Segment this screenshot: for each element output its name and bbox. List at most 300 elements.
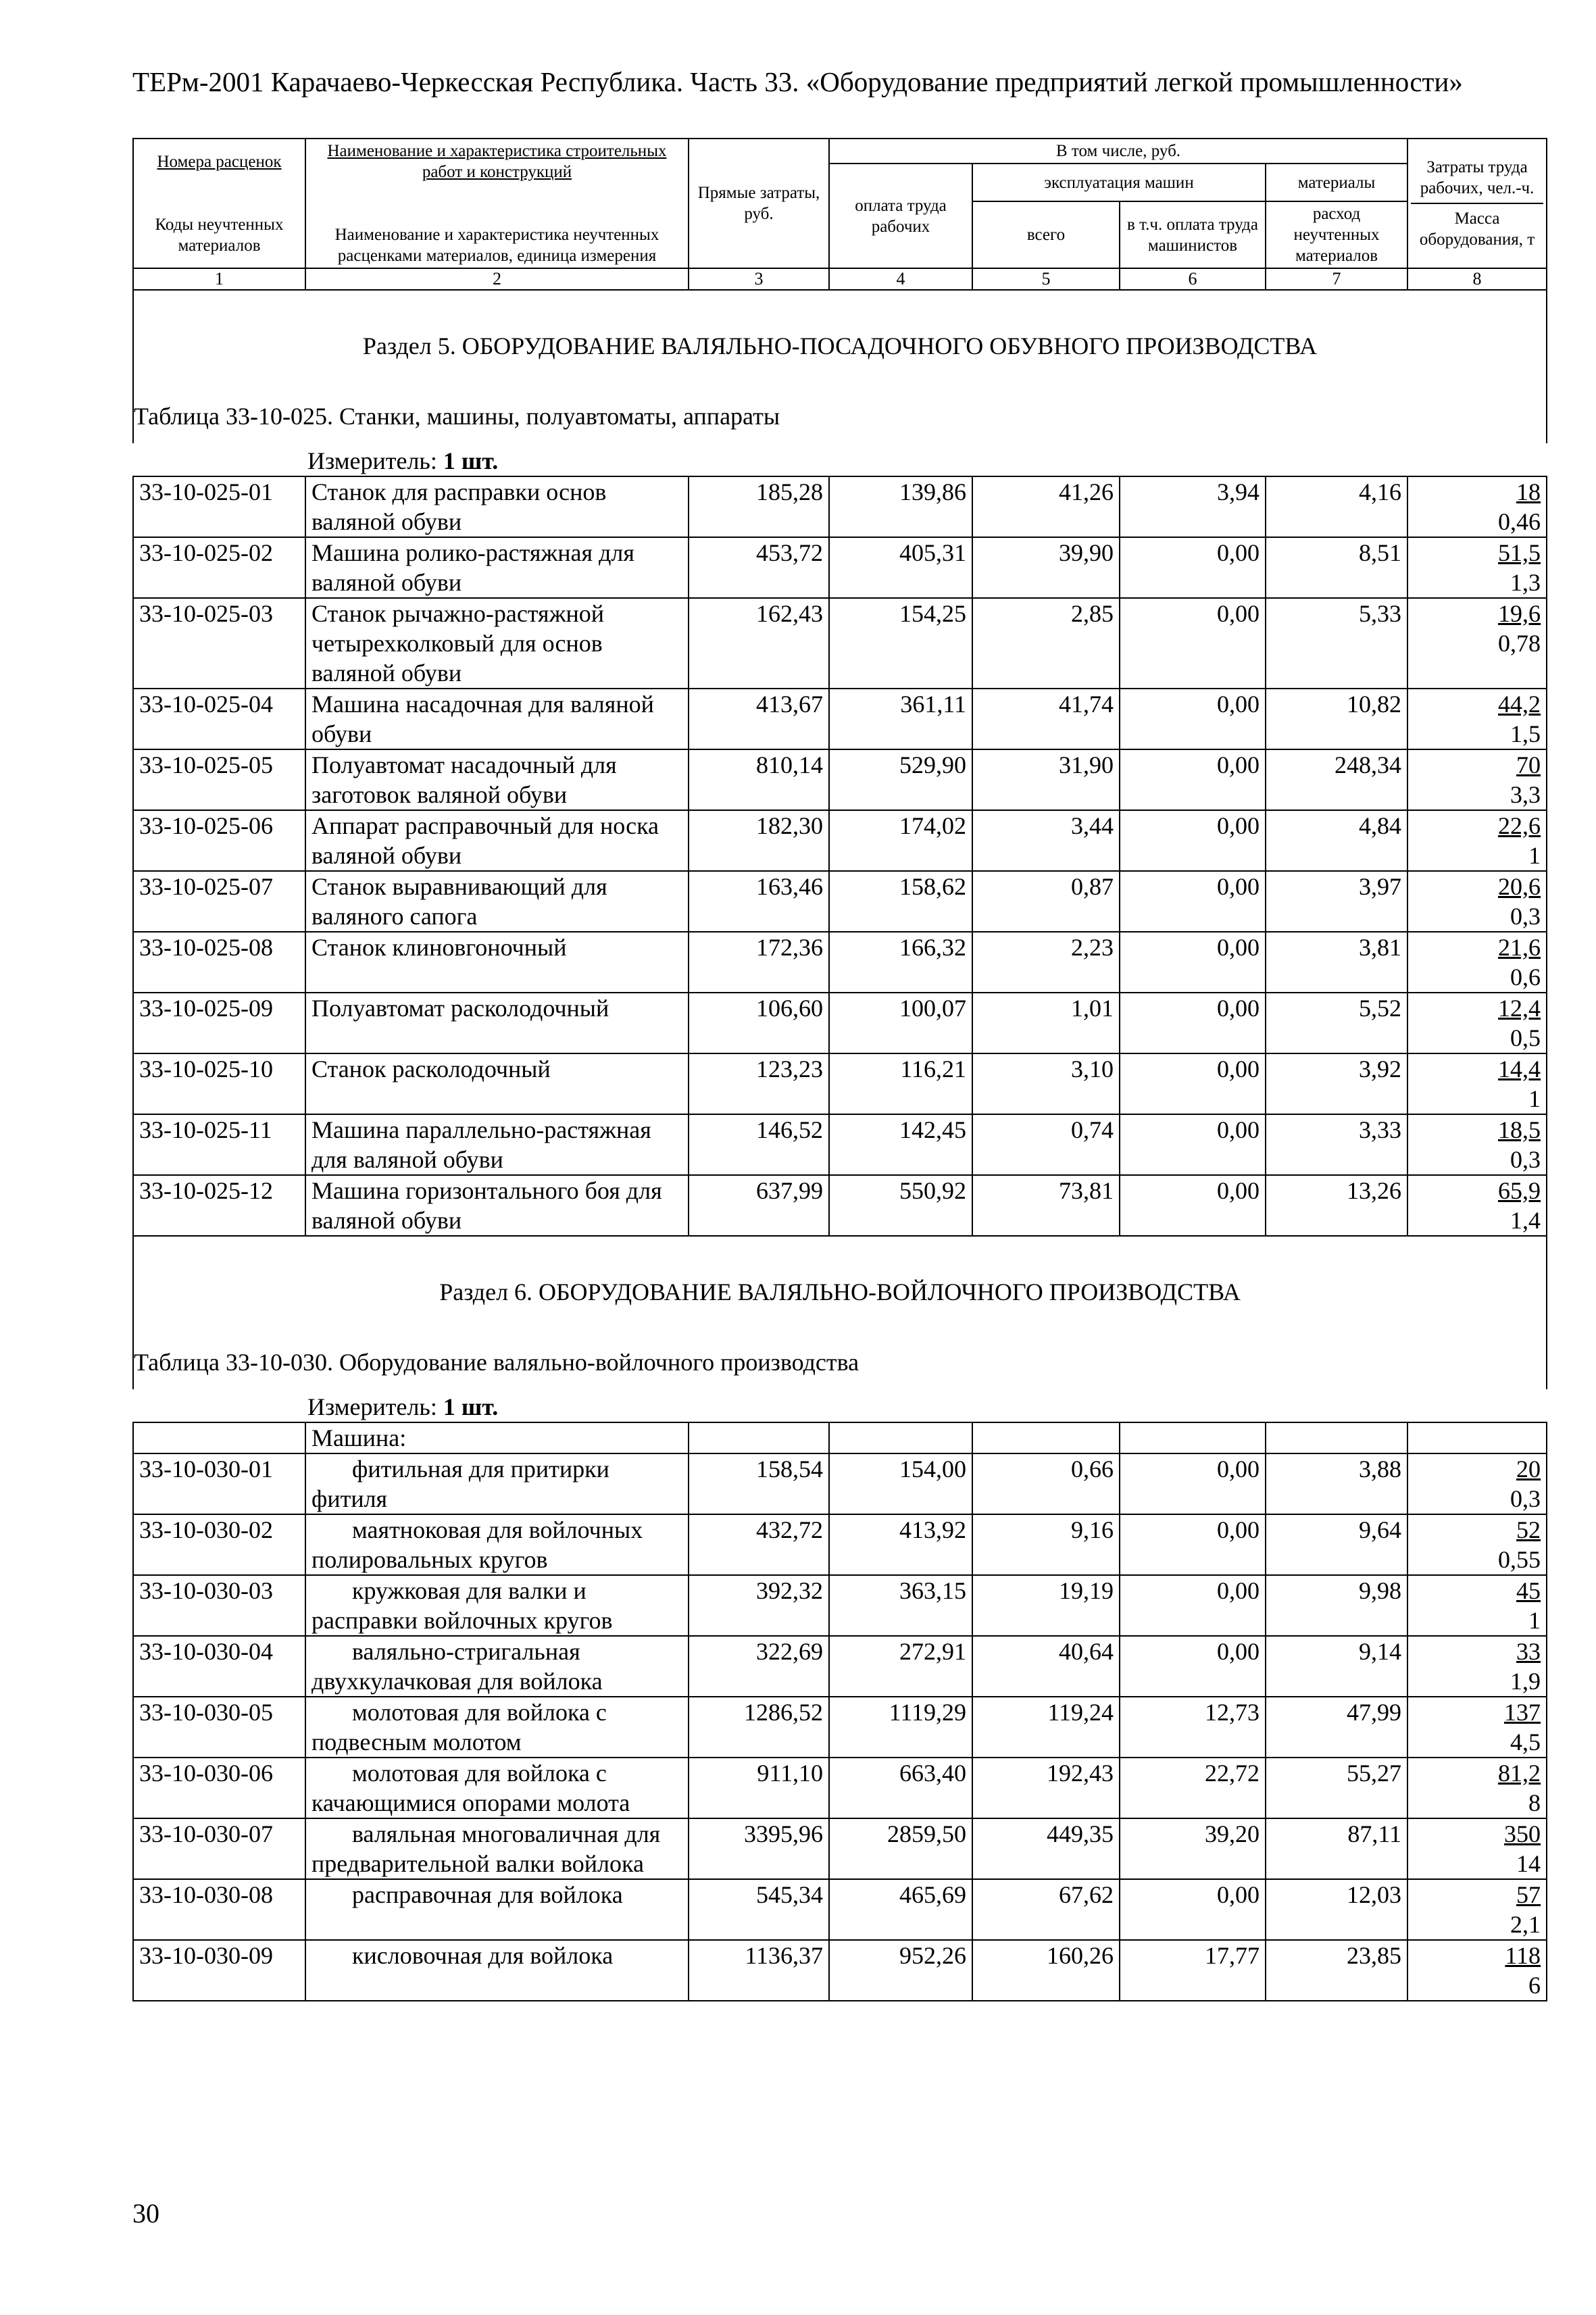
operator-pay: 0,00 [1120,1175,1266,1236]
worker-pay: 413,92 [829,1514,972,1575]
empty-cell [1120,1422,1266,1453]
rate-code: 33-10-030-03 [133,1575,305,1636]
equipment-mass: 1,4 [1510,1207,1541,1234]
table-row [133,1879,1547,1940]
direct-costs: 322,69 [689,1636,829,1697]
machines-total: 3,44 [972,810,1120,871]
table-row [133,749,1547,810]
worker-pay: 529,90 [829,749,972,810]
section-title: Раздел 5. ОБОРУДОВАНИЕ ВАЛЯЛЬНО-ПОСАДОЧНОГО ОБУВНОГО ПРОИЗВОДСТВА [133,290,1547,388]
rate-code: 33-10-025-02 [133,537,305,598]
column-number: 8 [1407,268,1547,290]
operator-pay: 3,94 [1120,476,1266,537]
col-machines-total: всего [972,201,1120,268]
labor-mass-cell [1407,749,1547,810]
materials-use: 3,92 [1266,1053,1407,1114]
operator-pay: 0,00 [1120,1575,1266,1636]
worker-pay: 142,45 [829,1114,972,1175]
table-row [133,598,1547,689]
rate-name [305,1879,689,1940]
table-row [133,1636,1547,1697]
materials-use: 23,85 [1266,1940,1407,2001]
labor-hours: 51,5 [1498,539,1541,566]
direct-costs: 172,36 [689,932,829,993]
table-row [133,476,1547,537]
equipment-mass: 1,3 [1510,569,1541,596]
subhead: Машина: [305,1422,689,1453]
rate-code: 33-10-030-06 [133,1758,305,1818]
labor-hours: 20,6 [1498,873,1541,900]
table-body [133,290,1547,2001]
empty-cell [829,1422,972,1453]
labor-mass-cell [1407,476,1547,537]
machines-total: 40,64 [972,1636,1120,1697]
rate-code: 33-10-025-07 [133,871,305,932]
table-title: Таблица 33-10-030. Оборудование валяльно-войлочного производства [133,1334,1547,1389]
materials-use: 3,81 [1266,932,1407,993]
operator-pay: 0,00 [1120,810,1266,871]
rate-name-text: Машина горизонтального боя для валяной обуви [311,1177,662,1234]
rate-name [305,1453,689,1514]
rate-name-text: Станок для расправки основ валяной обуви [311,478,607,535]
labor-mass-cell [1407,689,1547,749]
rate-name [305,1940,689,2001]
direct-costs: 1136,37 [689,1940,829,2001]
rate-name-text: кисловочная для войлока [352,1942,614,1969]
labor-hours: 70 [1516,751,1541,778]
column-number: 2 [305,268,689,290]
rate-name [305,871,689,932]
materials-use: 5,33 [1266,598,1407,689]
column-number: 4 [829,268,972,290]
table-row [133,932,1547,993]
table-row [133,993,1547,1053]
rate-name-text: Аппарат расправочный для носка валяной обуви [311,812,659,869]
page-number: 30 [132,2198,159,2229]
rate-name-text: Станок выравнивающий для валяного сапога [311,873,607,930]
worker-pay: 405,31 [829,537,972,598]
labor-mass-cell [1407,1575,1547,1636]
col-materials-use: расход неучтенных материалов [1266,201,1407,268]
direct-costs: 123,23 [689,1053,829,1114]
equipment-mass: 2,1 [1510,1911,1541,1938]
rate-code: 33-10-025-06 [133,810,305,871]
equipment-mass: 1,9 [1510,1668,1541,1695]
rate-name-text: Машина насадочная для валяной обуви [311,691,654,747]
direct-costs: 637,99 [689,1175,829,1236]
col-names: Наименование и характеристика строительных работ и конструкций Наименование и характеристика неучтенных расценками материалов, единица измерения [305,139,689,268]
labor-mass-cell [1407,993,1547,1053]
equipment-mass: 14 [1516,1850,1541,1877]
subhead-row [133,1422,1547,1453]
rate-name [305,537,689,598]
empty-cell [689,1422,829,1453]
equipment-mass: 8 [1528,1789,1541,1816]
direct-costs: 185,28 [689,476,829,537]
rate-code: 33-10-025-01 [133,476,305,537]
equipment-mass: 0,6 [1510,964,1541,991]
machines-total: 160,26 [972,1940,1120,2001]
measure-unit [133,1389,1547,1422]
column-number: 7 [1266,268,1407,290]
labor-mass-cell [1407,1879,1547,1940]
table-row [133,537,1547,598]
operator-pay: 0,00 [1120,749,1266,810]
rate-name [305,1175,689,1236]
section-title: Раздел 6. ОБОРУДОВАНИЕ ВАЛЯЛЬНО-ВОЙЛОЧНОГО ПРОИЗВОДСТВА [133,1236,1547,1334]
direct-costs: 453,72 [689,537,829,598]
equipment-mass: 6 [1528,1972,1541,1999]
page-header: ТЕРм-2001 Карачаево-Черкесская Республика. Часть 33. «Оборудование предприятий легкой промышленности» [132,66,1463,97]
worker-pay: 158,62 [829,871,972,932]
table-row [133,1758,1547,1818]
operator-pay: 17,77 [1120,1940,1266,2001]
rate-code: 33-10-025-04 [133,689,305,749]
operator-pay: 0,00 [1120,689,1266,749]
rate-code: 33-10-025-11 [133,1114,305,1175]
machines-total: 67,62 [972,1879,1120,1940]
table-title-row [133,1334,1547,1389]
worker-pay: 154,00 [829,1453,972,1514]
materials-use: 248,34 [1266,749,1407,810]
measure-row [133,443,1547,476]
equipment-mass: 0,46 [1498,508,1541,535]
direct-costs: 810,14 [689,749,829,810]
rate-name [305,810,689,871]
materials-use: 4,16 [1266,476,1407,537]
rate-code: 33-10-030-08 [133,1879,305,1940]
labor-mass-cell [1407,1636,1547,1697]
rate-name-text: Станок расколодочный [311,1055,551,1082]
labor-mass-cell [1407,932,1547,993]
col-worker-pay: оплата труда рабочих [829,164,972,268]
worker-pay: 550,92 [829,1175,972,1236]
worker-pay: 465,69 [829,1879,972,1940]
labor-hours: 44,2 [1498,691,1541,718]
rate-name-text: фитильная для притирки фитиля [311,1455,609,1512]
machines-total: 0,74 [972,1114,1120,1175]
operator-pay: 0,00 [1120,1879,1266,1940]
labor-hours: 57 [1516,1881,1541,1908]
rate-name-text: маятноковая для войлочных полировальных кругов [311,1516,643,1573]
operator-pay: 0,00 [1120,871,1266,932]
labor-mass-cell [1407,1818,1547,1879]
machines-total: 0,87 [972,871,1120,932]
direct-costs: 3395,96 [689,1818,829,1879]
machines-total: 2,85 [972,598,1120,689]
materials-use: 47,99 [1266,1697,1407,1758]
equipment-mass: 1 [1528,842,1541,869]
operator-pay: 0,00 [1120,1453,1266,1514]
operator-pay: 0,00 [1120,1514,1266,1575]
direct-costs: 911,10 [689,1758,829,1818]
machines-total: 2,23 [972,932,1120,993]
labor-mass-cell [1407,1053,1547,1114]
worker-pay: 663,40 [829,1758,972,1818]
measure-label: Измеритель: [307,1393,437,1420]
direct-costs: 413,67 [689,689,829,749]
equipment-mass: 0,55 [1498,1546,1541,1573]
rate-name [305,1114,689,1175]
labor-hours: 14,4 [1498,1055,1541,1082]
labor-mass-cell [1407,1514,1547,1575]
table-row [133,1453,1547,1514]
column-number: 3 [689,268,829,290]
equipment-mass: 0,3 [1510,1146,1541,1173]
col-codes: Номера расценок Коды неучтенных материалов [133,139,305,268]
operator-pay: 0,00 [1120,1053,1266,1114]
rate-name-text: валяльно-стригальная двухкулачковая для войлока [311,1638,603,1695]
materials-use: 4,84 [1266,810,1407,871]
measure-row [133,1389,1547,1422]
worker-pay: 100,07 [829,993,972,1053]
materials-use: 9,14 [1266,1636,1407,1697]
direct-costs: 182,30 [689,810,829,871]
col-labor-mass: Затраты труда рабочих, чел.-ч. Масса оборудования, т [1407,139,1547,268]
operator-pay: 12,73 [1120,1697,1266,1758]
labor-mass-cell [1407,1175,1547,1236]
rate-code: 33-10-025-12 [133,1175,305,1236]
materials-use: 3,88 [1266,1453,1407,1514]
materials-use: 8,51 [1266,537,1407,598]
rate-name-text: Машина ролико-растяжная для валяной обуви [311,539,634,596]
labor-hours: 350 [1504,1820,1541,1847]
operator-pay: 0,00 [1120,598,1266,689]
rate-code: 33-10-030-01 [133,1453,305,1514]
empty-cell [1266,1422,1407,1453]
operator-pay: 0,00 [1120,1636,1266,1697]
equipment-mass: 4,5 [1510,1728,1541,1756]
materials-use: 87,11 [1266,1818,1407,1879]
machines-total: 19,19 [972,1575,1120,1636]
rate-code: 33-10-030-05 [133,1697,305,1758]
labor-mass-cell [1407,1453,1547,1514]
machines-total: 39,90 [972,537,1120,598]
direct-costs: 1286,52 [689,1697,829,1758]
equipment-mass: 1 [1528,1085,1541,1112]
section-title-row [133,290,1547,388]
equipment-mass: 0,5 [1510,1024,1541,1051]
operator-pay: 39,20 [1120,1818,1266,1879]
rate-name-text: молотовая для войлока с качающимися опорами молота [311,1760,630,1816]
machines-total: 0,66 [972,1453,1120,1514]
col-direct-costs: Прямые затраты, руб. [689,139,829,268]
measure-value: 1 шт. [443,447,499,474]
labor-mass-cell [1407,598,1547,689]
operator-pay: 0,00 [1120,1114,1266,1175]
rate-name-text: молотовая для войлока с подвесным молотом [311,1699,607,1756]
labor-hours: 65,9 [1498,1177,1541,1204]
rate-code: 33-10-025-09 [133,993,305,1053]
rate-name-text: Полуавтомат насадочный для заготовок валяной обуви [311,751,617,808]
materials-use: 10,82 [1266,689,1407,749]
labor-mass-cell [1407,1758,1547,1818]
rate-name-text: Полуавтомат расколодочный [311,995,609,1022]
table-row [133,1575,1547,1636]
direct-costs: 146,52 [689,1114,829,1175]
labor-mass-cell [1407,1697,1547,1758]
rate-name [305,1514,689,1575]
machines-total: 449,35 [972,1818,1120,1879]
rate-name [305,598,689,689]
table-header [133,139,1547,290]
rate-name-text: Станок рычажно-растяжной четырехколковый для основ валяной обуви [311,600,605,687]
column-number: 6 [1120,268,1266,290]
empty-cell [1407,1422,1547,1453]
labor-hours: 118 [1505,1942,1541,1969]
equipment-mass: 0,3 [1510,1485,1541,1512]
operator-pay: 22,72 [1120,1758,1266,1818]
rate-name [305,689,689,749]
table-title-row [133,388,1547,443]
labor-mass-cell [1407,810,1547,871]
col-materials-group: материалы [1266,164,1407,201]
rate-code: 33-10-030-07 [133,1818,305,1879]
labor-hours: 45 [1516,1577,1541,1604]
materials-use: 3,33 [1266,1114,1407,1175]
rate-name [305,932,689,993]
rate-code: 33-10-030-09 [133,1940,305,2001]
machines-total: 3,10 [972,1053,1120,1114]
rate-code: 33-10-025-08 [133,932,305,993]
rate-name-text: кружковая для валки и расправки войлочных кругов [311,1577,613,1634]
rate-name [305,476,689,537]
machines-total: 119,24 [972,1697,1120,1758]
labor-hours: 52 [1516,1516,1541,1543]
empty-cell [133,1422,305,1453]
column-number: 1 [133,268,305,290]
operator-pay: 0,00 [1120,537,1266,598]
worker-pay: 139,86 [829,476,972,537]
measure-label: Измеритель: [307,447,437,474]
machines-total: 9,16 [972,1514,1120,1575]
machines-total: 41,26 [972,476,1120,537]
equipment-mass: 0,78 [1498,630,1541,657]
table-row [133,1114,1547,1175]
rate-name-text: валяльная многоваличная для предварительной валки войлока [311,1820,661,1877]
operator-pay: 0,00 [1120,932,1266,993]
col-machines-group: эксплуатация машин [972,164,1266,201]
labor-hours: 18 [1516,478,1541,505]
table-row [133,1514,1547,1575]
rate-code: 33-10-030-04 [133,1636,305,1697]
worker-pay: 1119,29 [829,1697,972,1758]
rate-name [305,993,689,1053]
column-number: 5 [972,268,1120,290]
rate-code: 33-10-025-03 [133,598,305,689]
labor-hours: 21,6 [1498,934,1541,961]
labor-hours: 12,4 [1498,995,1541,1022]
rate-name [305,1053,689,1114]
labor-hours: 81,2 [1498,1760,1541,1787]
materials-use: 9,64 [1266,1514,1407,1575]
equipment-mass: 0,3 [1510,903,1541,930]
direct-costs: 432,72 [689,1514,829,1575]
rate-code: 33-10-025-10 [133,1053,305,1114]
rate-name [305,1575,689,1636]
empty-cell [972,1422,1120,1453]
worker-pay: 154,25 [829,598,972,689]
machines-total: 31,90 [972,749,1120,810]
equipment-mass: 3,3 [1510,781,1541,808]
operator-pay: 0,00 [1120,993,1266,1053]
worker-pay: 272,91 [829,1636,972,1697]
labor-hours: 137 [1504,1699,1541,1726]
labor-mass-cell [1407,537,1547,598]
rate-name [305,749,689,810]
table-row [133,810,1547,871]
machines-total: 41,74 [972,689,1120,749]
rate-name-text: Машина параллельно-растяжная для валяной обуви [311,1116,651,1173]
col-group-incl: В том числе, руб. [829,139,1407,164]
col-operator-pay: в т.ч. оплата труда машинистов [1120,201,1266,268]
rate-name [305,1697,689,1758]
equipment-mass: 1 [1528,1607,1541,1634]
worker-pay: 952,26 [829,1940,972,2001]
rate-code: 33-10-030-02 [133,1514,305,1575]
labor-hours: 33 [1516,1638,1541,1665]
labor-mass-cell [1407,1114,1547,1175]
equipment-mass: 1,5 [1510,720,1541,747]
worker-pay: 361,11 [829,689,972,749]
rate-code: 33-10-025-05 [133,749,305,810]
table-row [133,1175,1547,1236]
labor-mass-cell [1407,871,1547,932]
direct-costs: 392,32 [689,1575,829,1636]
worker-pay: 116,21 [829,1053,972,1114]
labor-hours: 18,5 [1498,1116,1541,1143]
table-row [133,1940,1547,2001]
rate-name [305,1758,689,1818]
worker-pay: 174,02 [829,810,972,871]
materials-use: 5,52 [1266,993,1407,1053]
rates-table [132,138,1547,2001]
table-row [133,1818,1547,1879]
rate-name-text: расправочная для войлока [352,1881,623,1908]
column-numbers [133,268,1547,290]
materials-use: 9,98 [1266,1575,1407,1636]
section-title-row [133,1236,1547,1334]
direct-costs: 158,54 [689,1453,829,1514]
direct-costs: 545,34 [689,1879,829,1940]
table-title: Таблица 33-10-025. Станки, машины, полуавтоматы, аппараты [133,388,1547,443]
measure-value: 1 шт. [443,1393,499,1420]
worker-pay: 2859,50 [829,1818,972,1879]
direct-costs: 163,46 [689,871,829,932]
direct-costs: 162,43 [689,598,829,689]
labor-hours: 19,6 [1498,600,1541,627]
machines-total: 73,81 [972,1175,1120,1236]
machines-total: 1,01 [972,993,1120,1053]
materials-use: 55,27 [1266,1758,1407,1818]
rate-name [305,1818,689,1879]
materials-use: 12,03 [1266,1879,1407,1940]
materials-use: 13,26 [1266,1175,1407,1236]
direct-costs: 106,60 [689,993,829,1053]
table-row [133,689,1547,749]
labor-hours: 20 [1516,1455,1541,1483]
labor-mass-cell [1407,1940,1547,2001]
machines-total: 192,43 [972,1758,1120,1818]
worker-pay: 363,15 [829,1575,972,1636]
labor-hours: 22,6 [1498,812,1541,839]
rate-name [305,1636,689,1697]
worker-pay: 166,32 [829,932,972,993]
table-row [133,1697,1547,1758]
table-row [133,871,1547,932]
rate-name-text: Станок клиновгоночный [311,934,567,961]
table-row [133,1053,1547,1114]
